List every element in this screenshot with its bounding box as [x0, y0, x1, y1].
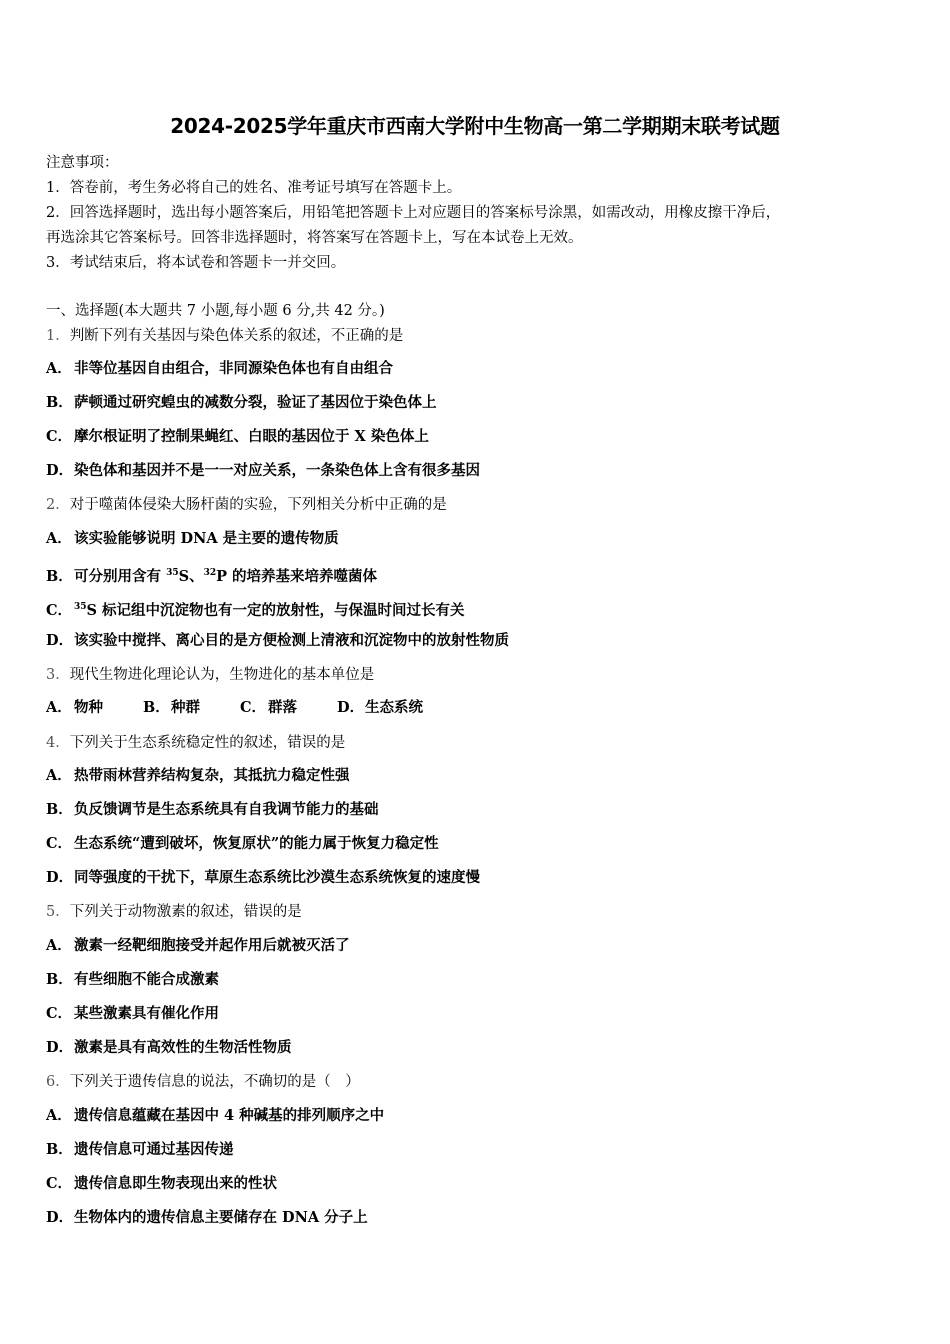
notice-line: 3．考试结束后，将本试卷和答题卡一并交回。: [46, 255, 346, 271]
option-letter: B．: [46, 568, 73, 585]
option-3b[interactable]: [143, 697, 200, 719]
options-3-inline: [46, 697, 463, 719]
option-letter: D．: [46, 869, 74, 886]
option-letter: A．: [46, 530, 72, 547]
option-text: 该实验能够说明 DNA 是主要的遗传物质: [74, 530, 339, 547]
option-text: 激素是具有高效性的生物活性物质: [74, 1039, 292, 1056]
question-number: 5．: [46, 904, 70, 920]
option-text: 生态系统: [365, 699, 423, 716]
option-letter: D．: [337, 699, 365, 716]
option-letter: C．: [46, 602, 73, 619]
option-5b[interactable]: [46, 969, 219, 991]
question-text: 下列关于生态系统稳定性的叙述，错误的是: [69, 735, 346, 751]
option-letter: D．: [46, 462, 74, 479]
question-number: 6．: [46, 1074, 70, 1090]
option-letter: D．: [46, 1209, 74, 1226]
option-2a[interactable]: [46, 528, 339, 550]
option-letter: A．: [46, 767, 72, 784]
option-text: 萨顿通过研究蝗虫的减数分裂，验证了基因位于染色体上: [74, 394, 437, 411]
option-text: 热带雨林营养结构复杂，其抵抗力稳定性强: [74, 767, 350, 784]
notice-line: 再选涂其它答案标号。回答非选择题时，将答案写在答题卡上，写在本试卷上无效。: [46, 230, 583, 246]
notice-block: [46, 151, 906, 276]
option-letter: B．: [46, 971, 73, 988]
section-heading: 一、选择题(本大题共 7 小题,每小题 6 分,共 42 分。): [46, 303, 385, 319]
option-text: 群落: [268, 699, 297, 716]
option-3d[interactable]: [337, 697, 423, 719]
option-letter: A．: [46, 937, 72, 954]
page-title: 2024-2025学年重庆市西南大学附中生物高一第二学期期末联考试题: [170, 114, 780, 138]
notice-heading: 注意事项：: [46, 155, 119, 171]
option-text-pre: 可分别用含有: [74, 568, 167, 585]
question-number: 3．: [46, 667, 70, 683]
option-text: 染色体和基因并不是一一对应关系，一条染色体上含有很多基因: [74, 462, 480, 479]
isotope-superscript: 35: [166, 568, 179, 578]
question-1-stem: [46, 325, 403, 347]
option-2c[interactable]: [46, 596, 465, 622]
option-text: 有些细胞不能合成激素: [74, 971, 219, 988]
option-letter: B．: [46, 801, 73, 818]
option-5d[interactable]: [46, 1037, 292, 1059]
option-1c[interactable]: [46, 426, 429, 448]
option-text: 负反馈调节是生态系统具有自我调节能力的基础: [74, 801, 379, 818]
question-text: 对于噬菌体侵染大肠杆菌的实验，下列相关分析中正确的是: [69, 497, 447, 513]
option-2b[interactable]: [46, 562, 377, 588]
notice-line: 1．答卷前，考生务必将自己的姓名、准考证号填写在答题卡上。: [46, 180, 462, 196]
option-letter: B．: [46, 394, 73, 411]
option-letter: B．: [46, 1141, 73, 1158]
option-letter: A．: [46, 1107, 72, 1124]
option-text: 激素一经靶细胞接受并起作用后就被灭活了: [74, 937, 350, 954]
question-text: 下列关于动物激素的叙述，错误的是: [69, 904, 302, 920]
option-text: 生态系统“遭到破坏，恢复原状”的能力属于恢复力稳定性: [74, 835, 439, 852]
option-letter: C．: [46, 835, 73, 852]
option-3c[interactable]: [240, 697, 297, 719]
question-number: 1．: [46, 328, 70, 344]
option-5a[interactable]: [46, 935, 350, 957]
question-4-stem: [46, 732, 345, 754]
option-2d[interactable]: [46, 630, 509, 652]
option-1b[interactable]: [46, 392, 437, 414]
option-4c[interactable]: [46, 833, 439, 855]
option-4a[interactable]: [46, 765, 350, 787]
option-4d[interactable]: [46, 867, 480, 889]
option-text: 遗传信息蕴藏在基因中 4 种碱基的排列顺序之中: [74, 1107, 385, 1124]
option-letter: D．: [46, 1039, 74, 1056]
question-6-stem: [46, 1071, 360, 1093]
option-text: 同等强度的干扰下，草原生态系统比沙漠生态系统恢复的速度慢: [74, 869, 480, 886]
option-1d[interactable]: [46, 460, 480, 482]
question-text: 下列关于遗传信息的说法，不确切的是（ ）: [69, 1074, 360, 1090]
option-text: 某些激素具有催化作用: [74, 1005, 219, 1022]
option-1a[interactable]: [46, 358, 393, 380]
question-3-stem: [46, 664, 374, 686]
isotope-superscript: 35: [74, 602, 87, 612]
question-5-stem: [46, 901, 302, 923]
option-6d[interactable]: [46, 1207, 368, 1229]
option-text-mid: S、: [178, 568, 204, 585]
option-letter: C．: [46, 1005, 73, 1022]
question-text: 现代生物进化理论认为，生物进化的基本单位是: [69, 667, 375, 683]
option-letter: C．: [46, 1175, 73, 1192]
option-text-post: P 的培养基来培养噬菌体: [216, 568, 378, 585]
option-text: 生物体内的遗传信息主要储存在 DNA 分子上: [74, 1209, 368, 1226]
option-6b[interactable]: [46, 1139, 234, 1161]
option-text: 该实验中搅拌、离心目的是方便检测上清液和沉淀物中的放射性物质: [74, 632, 509, 649]
option-text-post: S 标记组中沉淀物也有一定的放射性，与保温时间过长有关: [86, 602, 465, 619]
option-text: 遗传信息即生物表现出来的性状: [74, 1175, 277, 1192]
option-6c[interactable]: [46, 1173, 277, 1195]
option-letter: A．: [46, 699, 72, 716]
option-letter: C．: [46, 428, 73, 445]
option-letter: A．: [46, 360, 72, 377]
option-6a[interactable]: [46, 1105, 384, 1127]
option-4b[interactable]: [46, 799, 379, 821]
option-letter: C．: [240, 699, 267, 716]
question-number: 2．: [46, 497, 70, 513]
option-5c[interactable]: [46, 1003, 219, 1025]
question-number: 4．: [46, 735, 70, 751]
option-text: 遗传信息可通过基因传递: [74, 1141, 234, 1158]
question-2-stem: [46, 494, 447, 516]
option-text: 摩尔根证明了控制果蝇红、白眼的基因位于 X 染色体上: [74, 428, 429, 445]
option-3a[interactable]: [46, 697, 103, 719]
option-text: 种群: [171, 699, 200, 716]
option-letter: D．: [46, 632, 74, 649]
question-text: 判断下列有关基因与染色体关系的叙述，不正确的是: [69, 328, 404, 344]
option-text: 物种: [74, 699, 103, 716]
isotope-superscript: 32: [203, 568, 217, 578]
notice-line: 2．回答选择题时，选出每小题答案后，用铅笔把答题卡上对应题目的答案标号涂黑，如需改动，用橡皮擦干净后，: [46, 205, 781, 221]
option-text: 非等位基因自由组合，非同源染色体也有自由组合: [74, 360, 393, 377]
option-letter: B．: [143, 699, 170, 716]
